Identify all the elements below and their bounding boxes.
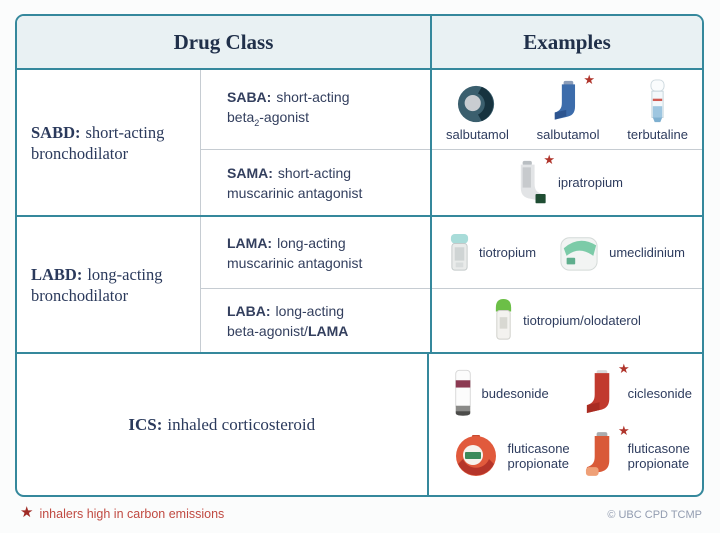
lama-abbr: LAMA: — [227, 234, 273, 251]
ics-abbr: ICS: — [128, 414, 163, 434]
footnote-text: inhalers high in carbon emissions — [39, 507, 225, 521]
example-salbutamol-dpi — [446, 70, 509, 149]
drug-class-table — [15, 14, 704, 497]
labd-class-cell — [17, 217, 200, 352]
examples-column-header: Examples — [430, 16, 702, 68]
terbutaline-turbuhaler-icon — [648, 79, 667, 124]
labd-subclass-column — [200, 217, 430, 352]
labd-abbr: LABD: — [31, 264, 83, 284]
ics-examples-cell — [429, 354, 702, 495]
example-budesonide — [439, 362, 570, 425]
example-label: umeclidinium — [609, 245, 685, 260]
sabd-examples-column — [430, 70, 702, 215]
fluticasone-diskus-icon — [453, 434, 499, 478]
sabd-subclass-column — [200, 70, 430, 215]
example-label: terbutaline — [627, 127, 688, 142]
high-emission-star-icon: ★ — [543, 151, 555, 167]
example-label: ipratropium — [557, 175, 624, 190]
budesonide-turbuhaler-icon — [453, 368, 473, 418]
ipratropium-mdi-icon — [511, 151, 555, 206]
sama-subclass-cell: SAMA: short-acting muscarinic antagonist — [201, 149, 430, 215]
fluticasone-mdi-icon — [584, 423, 630, 480]
lama-examples-cell — [432, 217, 702, 288]
carbon-emission-footnote — [20, 505, 224, 523]
example-fluticasone-diskus — [439, 425, 570, 488]
row-ics — [17, 352, 702, 495]
example-terbutaline — [627, 70, 688, 149]
example-label: ciclesonide — [627, 385, 692, 401]
example-umeclidinium — [558, 233, 685, 273]
footnote-star-icon: ★ — [20, 504, 34, 521]
tiotropium-olodaterol-respimat-icon — [493, 298, 514, 344]
ics-name: inhaled corticosteroid — [167, 414, 316, 434]
example-label: tiotropium/olodaterol — [523, 313, 641, 328]
row-sabd — [17, 70, 702, 215]
sabd-class-cell — [17, 70, 200, 215]
salbutamol-diskus-icon — [456, 84, 498, 124]
drug-class-column-header: Drug Class — [173, 29, 274, 54]
example-salbutamol-mdi — [537, 70, 600, 149]
copyright-text: © UBC CPD TCMP — [607, 509, 702, 521]
sabd-name: short-acting bronchodilator — [31, 122, 165, 163]
high-emission-star-icon: ★ — [618, 423, 630, 439]
sabd-abbr: SABD: — [31, 122, 81, 142]
lama-subclass-cell: LAMA: long-acting muscarinic antagonist — [227, 234, 363, 271]
laba-subclass-cell: LABA: long-acting beta-agonist/LAMA — [201, 288, 430, 352]
example-ciclesonide — [570, 362, 692, 425]
laba-abbr: LABA: — [227, 302, 271, 319]
labd-name: long-acting bronchodilator — [31, 264, 163, 305]
saba-subclass-cell: SABA: short-acting beta$_2$-agonist — [227, 88, 350, 128]
ics-class-cell — [17, 354, 427, 495]
ciclesonide-mdi-icon — [584, 360, 630, 418]
example-label: salbutamol — [446, 127, 509, 142]
salbutamol-mdi-icon — [552, 72, 596, 124]
laba-examples-cell — [432, 288, 702, 352]
example-label: fluticasone propionate — [627, 440, 690, 471]
example-fluticasone-mdi — [570, 425, 692, 488]
saba-abbr: SABA: — [227, 88, 272, 105]
sama-abbr: SAMA: — [227, 164, 273, 181]
high-emission-star-icon: ★ — [583, 72, 596, 87]
example-label: budesonide — [481, 385, 549, 401]
example-ipratropium — [511, 151, 624, 206]
row-labd — [17, 215, 702, 352]
table-header-row — [17, 16, 702, 70]
example-tiotropium-olodaterol — [493, 298, 641, 344]
sama-examples-cell — [432, 149, 702, 215]
high-emission-star-icon: ★ — [618, 360, 630, 376]
example-label: salbutamol — [536, 127, 600, 142]
umeclidinium-ellipta-icon — [558, 233, 600, 273]
example-label: fluticasone propionate — [507, 440, 570, 471]
labd-examples-column — [430, 217, 702, 352]
ics-examples-column — [427, 354, 702, 495]
tiotropium-handihaler-icon — [449, 233, 470, 273]
example-tiotropium — [449, 233, 536, 273]
example-label: tiotropium — [479, 245, 537, 260]
saba-examples-cell — [432, 70, 702, 149]
